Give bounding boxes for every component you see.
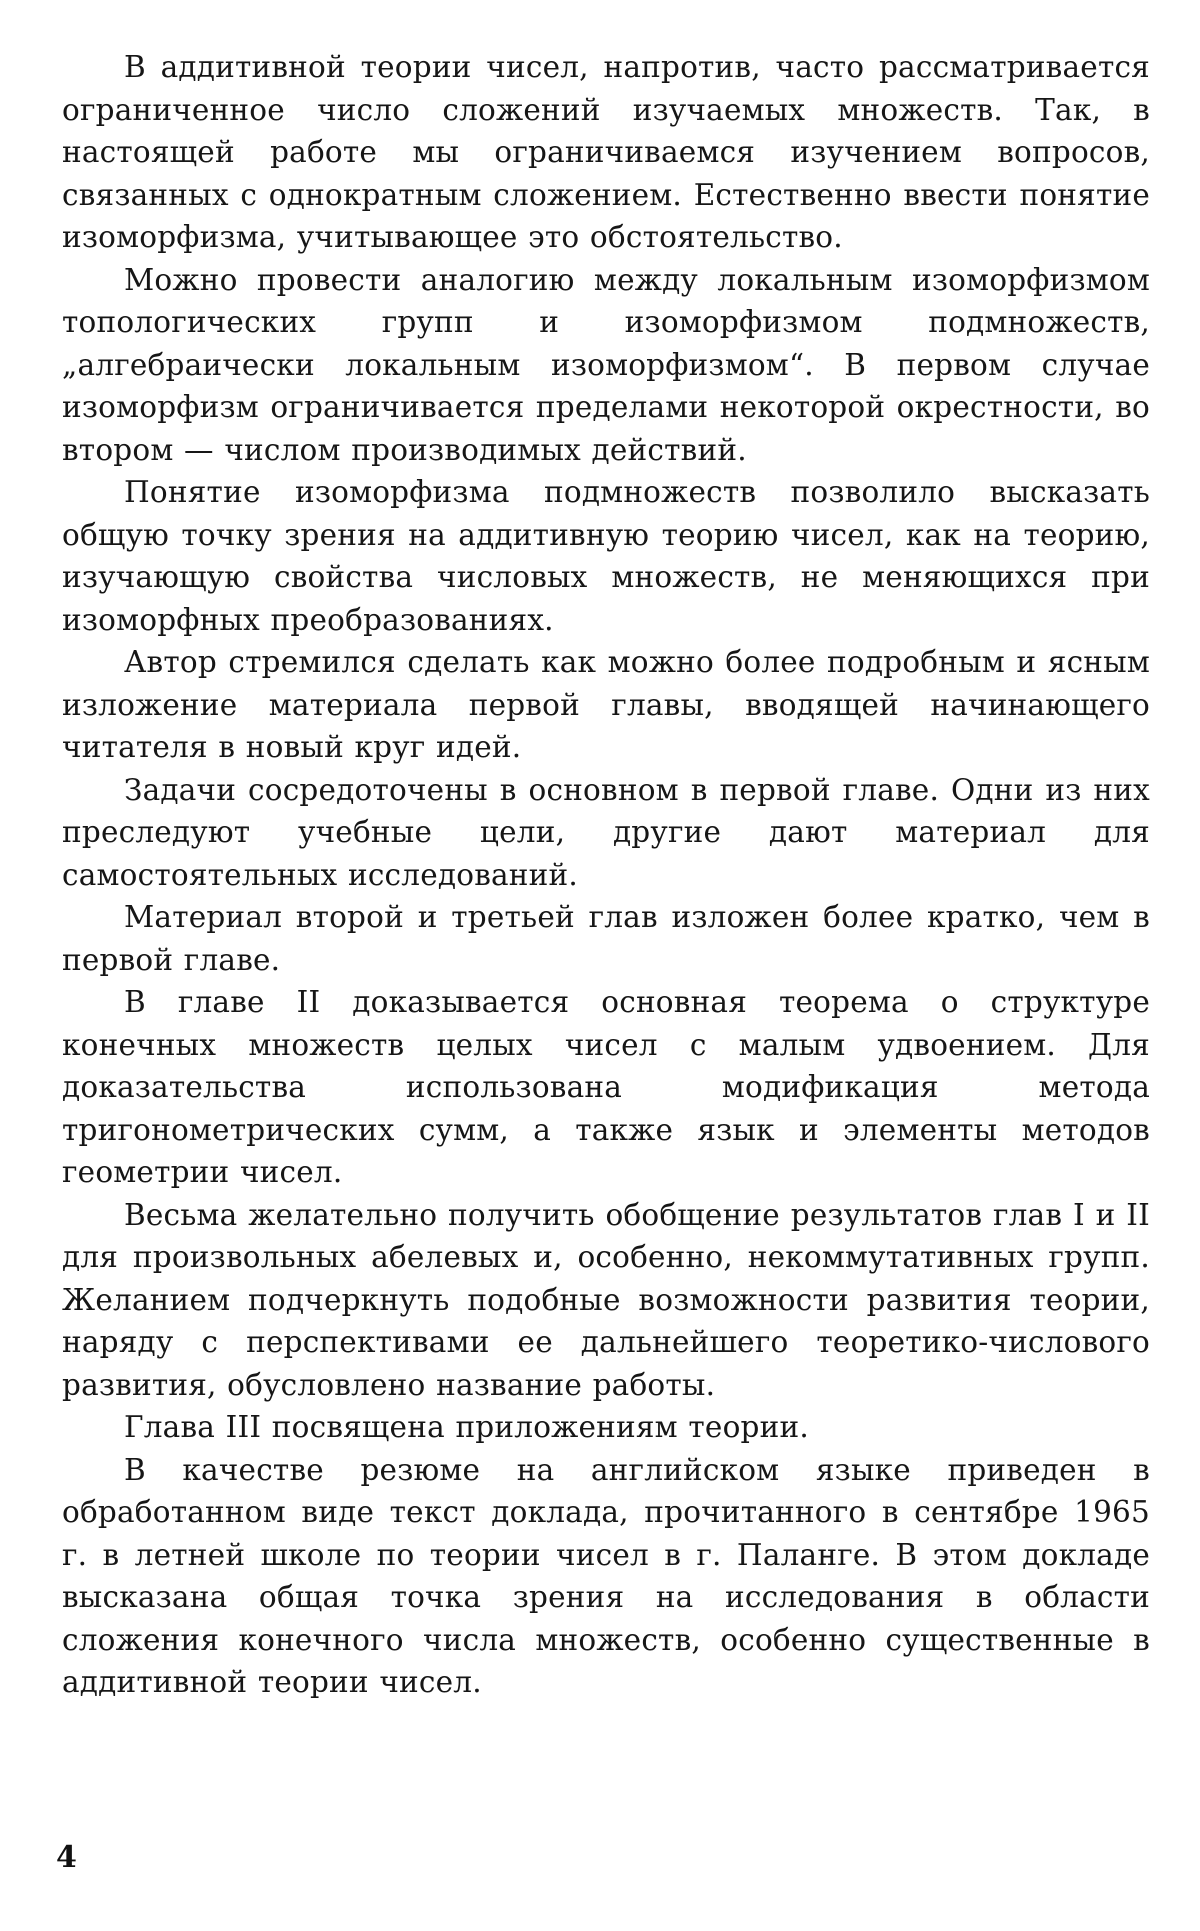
paragraph-exercises: Задачи сосредоточены в основном в первой главе. Одни из них преследуют учебные цели, другие дают материал для самостоятельных исследований.: [62, 772, 1150, 892]
paragraph-chapter-three: Глава III посвящена приложениям теории.: [124, 1410, 809, 1444]
paragraph-generalization: Весьма желательно получить обобщение результатов глав I и II для произвольных абелевых и, особенно, некоммутативных групп. Желанием подчеркнуть подобные возможности развития теории, наряду с перспективами ее дальнейшего теоретико-числового развития, обусловлено название работы.: [62, 1197, 1150, 1402]
page-body: [62, 46, 1150, 1704]
page-number: 4: [56, 1840, 77, 1875]
paragraph-english-summary: В качестве резюме на английском языке приведен в обработанном виде текст доклада, прочитанного в сентябре 1965 г. в летней школе по теории чисел в г. Паланге. В этом докладе высказана общая точка зрения на исследования в области сложения конечного числа множеств, особенно существенные в аддитивной теории чисел.: [62, 1452, 1150, 1699]
paragraph-chapter-two-theorem: В главе II доказывается основная теорема о структуре конечных множеств целых чисел с малым удвоением. Для доказательства использована модификация метода тригонометрических сумм, а также язык и элементы методов геометрии чисел.: [62, 985, 1150, 1189]
paragraph-first-chapter-exposition: Автор стремился сделать как можно более подробным и ясным изложение материала первой главы, вводящей начинающего читателя в новый круг идей.: [62, 645, 1150, 764]
paragraph-additive-theory-intro: В аддитивной теории чисел, напротив, часто рассматривается ограниченное число сложений изучаемых множеств. Так, в настоящей работе мы ограничиваемся изучением вопросов, связанных с однократным сложением. Естественно ввести понятие изоморфизма, учитывающее это обстоятельство.: [62, 50, 1150, 254]
paragraph-local-isomorphism-analogy: Можно провести аналогию между локальным изоморфизмом топологических групп и изоморфизмом подмножеств, „алгебраически локальным изоморфизмом“. В первом случае изоморфизм ограничивается пределами некоторой окрестности, во втором — числом производимых действий.: [62, 262, 1150, 467]
paragraph-isomorphism-viewpoint: Понятие изоморфизма подмножеств позволило высказать общую точку зрения на аддитивную теорию чисел, как на теорию, изучающую свойства числовых множеств, не меняющихся при изоморфных преобразованиях.: [62, 475, 1150, 637]
paragraph-second-third-chapters: Материал второй и третьей глав изложен более кратко, чем в первой главе.: [62, 900, 1150, 977]
